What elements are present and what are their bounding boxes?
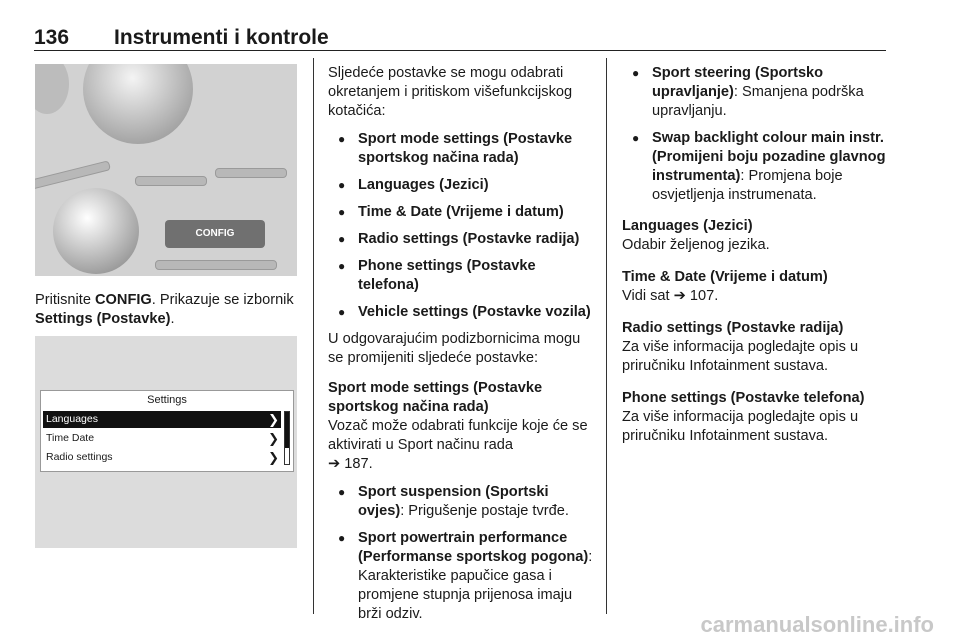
caption-settings: Settings (Postavke) <box>35 311 171 327</box>
item-desc: : Smanjena podrška upravljanju. <box>652 84 864 119</box>
settings-screen <box>40 390 294 472</box>
header-rule <box>34 50 886 51</box>
item-desc: : Prigušenje postaje tvrđe. <box>400 503 569 519</box>
list-item <box>328 483 594 521</box>
section-heading: Phone settings (Postavke telefona) <box>622 390 865 406</box>
page-reference: ➔ 187. <box>328 456 373 472</box>
list-item: ● Vehicle settings (Postavke vozila) <box>328 303 594 322</box>
watermark: carmanualsonline.info <box>700 612 934 637</box>
console-photo <box>35 64 297 276</box>
chevron-right-icon: ❯ <box>268 450 279 465</box>
list-item: ● Sport mode settings (Postavke sportskog načina rada) <box>328 130 594 168</box>
submenu-intro: U odgovarajućim podizbornicima mogu se promijeniti sljedeće postavke: <box>328 331 581 366</box>
scrollbar-thumb[interactable] <box>285 412 289 448</box>
button-strip <box>155 260 277 270</box>
settings-row-radio[interactable] <box>43 449 281 466</box>
list-item <box>328 529 594 624</box>
list-item <box>622 64 888 121</box>
list-item: ● Radio settings (Postavke radija) <box>328 230 594 249</box>
item-desc: : Promjena boje osvjetljenja instrumenata. <box>652 168 843 203</box>
item-title: Swap backlight colour main instr. (Promijeni boju pozadine glavnog instrumenta) <box>652 130 886 184</box>
page-header <box>34 26 886 52</box>
section-heading: Time & Date (Vrijeme i datum) <box>622 269 828 285</box>
column-divider-2 <box>606 58 607 614</box>
page-number: 136 <box>34 26 70 49</box>
list-item <box>622 129 888 205</box>
item-title: Sport suspension (Sportski ovjes) <box>358 484 549 519</box>
config-button[interactable]: CONFIG <box>165 220 265 248</box>
section-phone <box>622 389 888 446</box>
row-label: Radio settings <box>46 451 113 463</box>
list-item: ● Phone settings (Postavke telefona) <box>328 257 594 295</box>
list-item: ● Languages (Jezici) <box>328 176 594 195</box>
button-strip <box>35 160 111 190</box>
caption-text: Pritisnite <box>35 292 96 308</box>
sport-text-body: Vozač može odabrati funkcije koje će se aktivirati u Sport načinu rada <box>328 418 588 453</box>
button-strip <box>135 176 207 186</box>
sport-text <box>328 417 594 474</box>
multifunction-knob <box>53 188 139 274</box>
button-strip <box>215 168 287 178</box>
caption-text: . <box>170 311 175 327</box>
section-text: Odabir željenog jezika. <box>622 237 770 253</box>
caption-config: CONFIG <box>95 292 152 308</box>
item-title: Sport powertrain performance (Performanse sportskog pogona) <box>358 530 589 565</box>
settings-row-languages[interactable] <box>43 411 281 428</box>
settings-row-time-date[interactable] <box>43 430 281 447</box>
intro-text: Sljedeće postavke se mogu odabrati okretanjem i pritiskom višefunkcijskog kotačića: <box>328 65 573 119</box>
page-title: Instrumenti i kontrole <box>114 26 329 49</box>
item-title: Sport steering (Sportsko upravljanje) <box>652 65 824 100</box>
row-label: Languages <box>46 413 98 425</box>
chevron-right-icon: ❯ <box>268 431 279 446</box>
section-text: Za više informacija pogledajte opis u priručniku Infotainment sustava. <box>622 339 859 374</box>
chevron-right-icon: ❯ <box>268 412 279 427</box>
sport-heading: Sport mode settings (Postavke sportskog načina rada) <box>328 380 543 415</box>
settings-list <box>328 130 594 322</box>
column-2 <box>328 64 594 632</box>
column-3 <box>622 64 888 459</box>
row-label: Time Date <box>46 432 95 444</box>
section-time-date <box>622 268 888 306</box>
section-radio <box>622 319 888 376</box>
settings-title: Settings <box>147 394 187 406</box>
item-desc: : Karakteristike papučice gasa i promjene stupnja prijenosa imaju brži odziv. <box>358 549 593 622</box>
section-text: Za više informacija pogledajte opis u priručniku Infotainment sustava. <box>622 409 859 444</box>
scrollbar[interactable] <box>284 411 290 465</box>
sport-list-cont <box>622 64 888 205</box>
section-heading: Languages (Jezici) <box>622 218 753 234</box>
section-text: Vidi sat ➔ 107. <box>622 288 719 304</box>
column-divider-1 <box>313 58 314 614</box>
list-item: ● Time & Date (Vrijeme i datum) <box>328 203 594 222</box>
photo-caption <box>35 291 297 329</box>
caption-text: . Prikazuje se izbornik <box>151 292 294 308</box>
sport-list <box>328 483 594 624</box>
section-languages <box>622 217 888 255</box>
left-knob <box>35 64 69 114</box>
top-knob <box>83 64 193 144</box>
section-heading: Radio settings (Postavke radija) <box>622 320 844 336</box>
